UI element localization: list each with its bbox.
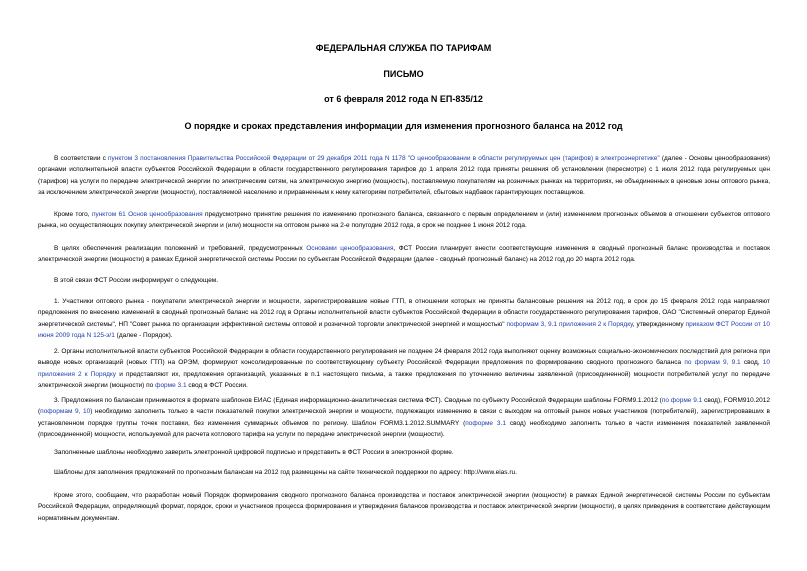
paragraph-9 (38, 467, 770, 478)
paragraph-3 (38, 243, 770, 266)
paragraph-3-text-b: , ФСТ России планирует внести соответствующие изменения в сводный прогнозный баланс производства и поставок электрической энергии (мощности) в рамках Единой энергетической системы России по субъектам Российской Федерации (далее - сводный прогнозный баланс) на 2012 год до 20 марта 2012 года. (38, 245, 770, 264)
link-point-61[interactable]: пунктом 61 Основ ценообразования (91, 211, 203, 218)
paragraph-5 (38, 296, 770, 341)
paragraph-7 (38, 395, 770, 440)
link-forms-9-9-1[interactable]: по формам 9, 9.1 (684, 359, 741, 367)
link-forms-9-10[interactable]: поформам 9, 10 (40, 408, 91, 416)
paragraph-3-text-a: В целях обеспечения реализации положений и требований, предусмотренных (54, 245, 307, 252)
paragraph-1 (38, 153, 770, 198)
link-forms-3-9-1[interactable]: поформам 3, 9.1 (506, 320, 558, 328)
paragraph-6-text-c: и представляют их, предложения организаций, указанных в п.1 настоящего письма, а также предложения по уточнению величины заявленной (присоединенной) мощности потребителей услуг по передаче электрической энергии (мощности) по (38, 370, 770, 389)
document-subject: О порядке и сроках представления информации для изменения прогнозного баланса на 2012 год (184, 121, 623, 131)
paragraph-9-text: Шаблоны для заполнения предложений по прогнозным балансам на 2012 год размещены на сайте технической поддержки по адресу: http://www.eias.ru. (54, 469, 517, 476)
paragraph-1-text-a: В соответствии с (54, 155, 108, 162)
link-pricing-basics[interactable]: Основами ценообразования (306, 245, 394, 252)
paragraph-7-text-d: свод) необходимо заполнить только в части изменения показателей заявленной (присоединенной) мощности, используемой для расчета котлового тарифа на услуги по передаче электрической энергии (мощности). (38, 419, 770, 438)
paragraph-5-text-c: , утвержденному (632, 320, 686, 328)
paragraph-1-text-b: (далее - Основы ценообразования) органами исполнительной власти субъектов Российской Федерации в области государственного регулирования тарифов до 1 апреля 2012 года приняты решения об установлении (пересмотре) с 1 июля 2012 года регулируемых цен (тарифов) на услуги по передаче электрической энергии по электрическим сетям, на электрическую энергию (мощность), поставляемую покупателям на розничных рынках на территориях, не объединенных в ценовые зоны оптового рынка, за исключением электрической энергии (мощности), поставляемой населению и приравненным к нему категориям потребителей, сбытовых надбавок гарантирующих поставщиков. (38, 155, 770, 196)
paragraph-4-text: В этой связи ФСТ России информирует о следующем. (54, 277, 219, 284)
paragraph-8 (38, 447, 770, 458)
paragraph-4 (38, 275, 770, 286)
paragraph-2 (38, 209, 770, 232)
link-form-9-1[interactable]: по форме 9.1 (661, 397, 703, 404)
link-form-3-1-summary[interactable]: поформе 3.1 (465, 419, 506, 427)
paragraph-10-text: Кроме этого, сообщаем, что разработан новый Порядок формирования сводного прогнозного баланса производства и поставок электрической энергии (мощности) в рамках Единой энергетической системы России по субъектам Российской Федерации, определяющий формат, порядок, сроки и участников процесса формирования и утверждения балансов производства и поставок электрической энергии (мощности), в целях приведения в соответствие действующим нормативным документам. (38, 492, 770, 522)
paragraph-7-text-a: 3. Предложения по балансам принимаются в формате шаблонов ЕИАС (Единая информационно-аналитическая система ФСТ). Сводные по субъекту Российской Федерации шаблоны FORM9.1.2012 ( (54, 397, 662, 404)
paragraph-5-text-d: (далее - Порядок). (114, 331, 173, 339)
paragraph-6 (38, 346, 770, 391)
link-form-3-1[interactable]: форме 3.1 (155, 381, 187, 389)
paragraph-2-text-b: предусмотрено принятие решения по изменению прогнозного баланса, связанного с первым определением и (или) изменением прогнозных объемов в отношении субъектов оптового рынка, но осуществляющих покупку электрической энергии и (или) мощности на оптовом рынке на 2-е полугодие 2012 года, в срок не позднее 1 июня 2012 года. (38, 211, 770, 230)
paragraph-7-text-b: свод), FORM910.2012 ( (38, 397, 770, 416)
link-resolution-1178[interactable]: пунктом 3 постановления Правительства Российской Федерации от 29 декабря 2011 года N 1178 "О ценообразовании в области регулируемых цен (тарифов) в электроэнергетике" (107, 155, 660, 162)
paragraph-6-text-d: свод в ФСТ России. (186, 381, 248, 389)
paragraph-5-text-a: 1. Участники оптового рынка - покупатели электрической энергии и мощности, зарегистрировавшие новые ГТП, в отношении которых не приняты балансовые решения на 2012 год, в срок до 15 февраля 2012 года направляют предложения по внесению изменений в сводный прогнозный баланс на 2012 год в Органы исполнительной власти субъектов Российской Федерации в области государственного регулирования тарифов, ОАО "Системный оператор Единой энергетической системы", НП "Совет рынка по организации эффективной системы оптовой и розничной торговли электрической энергией и мощностью" (38, 298, 770, 328)
paragraph-6-text-a: 2. Органы исполнительной власти субъектов Российской Федерации в области государственного регулирования не позднее 24 февраля 2012 года выполняют оценку возможных социально-экономических последствий для региона при выводе новых организаций (новых ГТП) на ОРЭМ, формируют консолидированные по соответствующему субъекту Российской Федерации предложения по формированию сводного прогнозного баланса (38, 348, 770, 367)
paragraph-7-text-c: ) необходимо заполнить только в части показателей покупки электрической энергии и мощности, подлежащих изменению в связи с выходом на оптовый рынок новых участников (потребителей), зарегистрировавших в установленном порядке группы точек поставки, без изменения суммарных объемов по региону. Шаблон FORM3.1.2012.SUMMARY ( (38, 408, 770, 427)
agency-title: ФЕДЕРАЛЬНАЯ СЛУЖБА ПО ТАРИФАМ (315, 43, 492, 53)
paragraph-6-text-b: свод, (740, 359, 763, 367)
paragraph-2-text-a: Кроме того, (54, 211, 92, 218)
paragraph-10 (38, 490, 770, 524)
document-date-number: от 6 февраля 2012 года N ЕП-835/12 (324, 94, 483, 104)
link-order-125[interactable]: приказом ФСТ России от 10 июня 2009 года N 125-э/1 (38, 320, 770, 339)
paragraph-8-text: Заполненные шаблоны необходимо заверить электронной цифровой подписью и представить в ФСТ России в электронной форме. (54, 449, 454, 456)
link-appendix-2-form-10[interactable]: 10 приложения 2 к Порядку (38, 359, 770, 378)
document-type: ПИСЬМО (383, 69, 424, 79)
link-appendix-2[interactable]: приложения 2 к Порядку (558, 320, 633, 328)
